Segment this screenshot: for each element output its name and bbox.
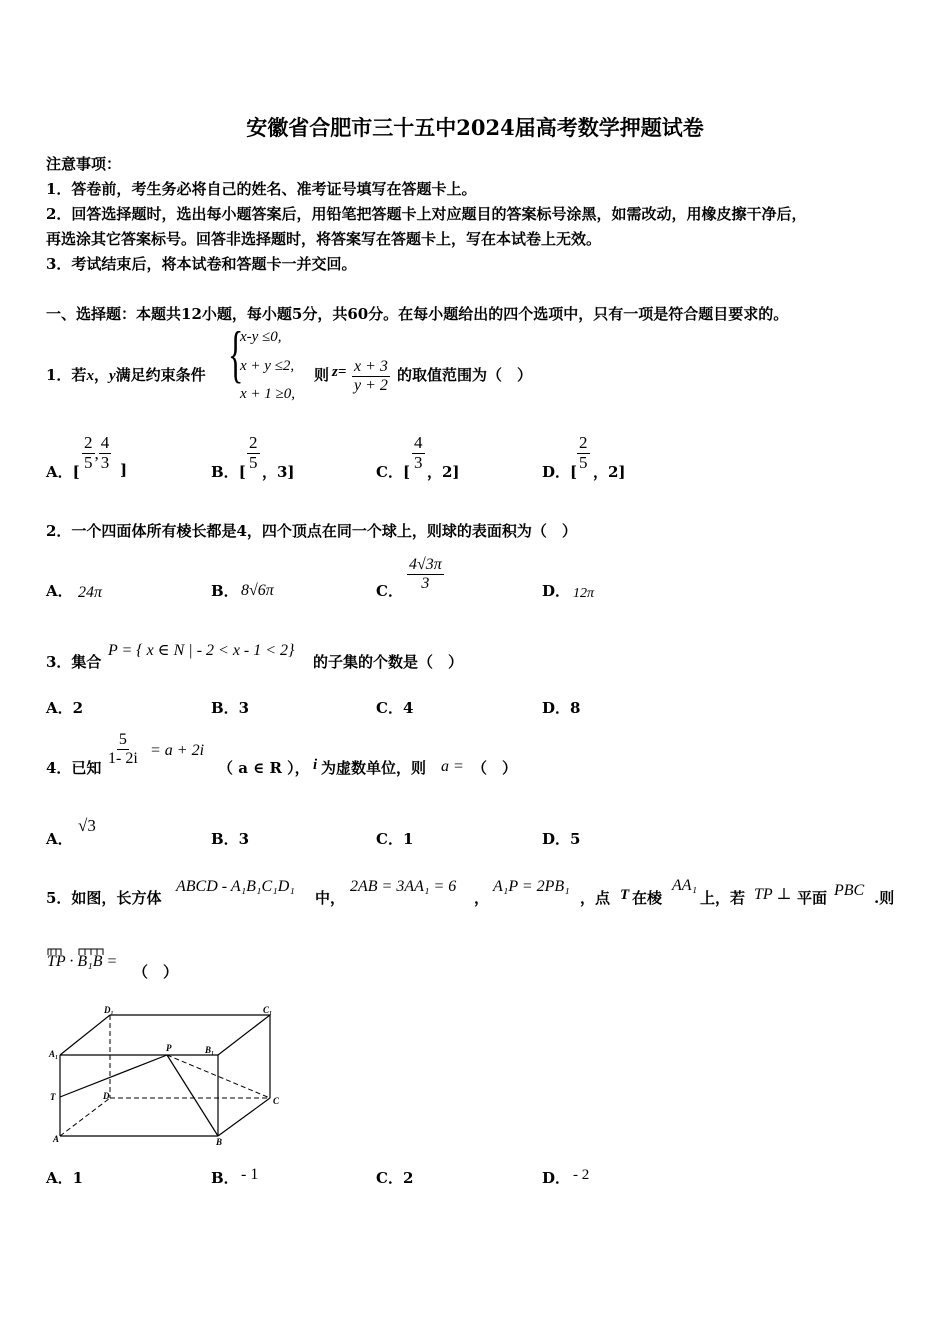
page-title: 安徽省合肥市三十五中2024届高考数学押题试卷 (246, 115, 704, 140)
q5-pbc: PBC (834, 882, 865, 899)
q1-option-d-rest: ，2] (593, 463, 626, 481)
q1-constraint-3: x + 1 ≥0, (240, 386, 296, 402)
label-b: B (216, 1137, 223, 1147)
q2-option-b[interactable]: B． (211, 582, 239, 600)
label-d1: D₁ (104, 1005, 114, 1015)
q5-mid3: 在棱 (632, 889, 663, 907)
q5-mid1: 中， (315, 889, 346, 907)
segment-t-p (60, 1055, 167, 1097)
label-d: D (103, 1091, 110, 1101)
q4-option-a-value: √3 (78, 816, 96, 835)
q4-condition: （ a ∈ R ）， (218, 759, 310, 777)
q2-option-c-value: $\frac{4√3\pi}{3}$ (409, 556, 442, 592)
edge-b1-c1 (218, 1015, 270, 1055)
label-c1: C₁ (263, 1005, 273, 1015)
edge-a-d (60, 1098, 110, 1136)
q5-mid4: 上，若 (700, 889, 746, 907)
q1-option-a-close: ] (120, 461, 128, 479)
q5-perp: TP ⊥ (754, 886, 792, 903)
q2-option-d[interactable]: D． (542, 582, 571, 600)
q5-eq1: 2AB = 3AA₁ = 6 (350, 878, 457, 895)
q4-option-d[interactable]: D．5 (542, 830, 581, 848)
q1-option-b-value: $\frac{2}{5}$ (249, 433, 258, 472)
q4-option-c[interactable]: C．1 (376, 830, 414, 848)
q2-option-d-value: 12π (573, 586, 595, 601)
q1-option-d-value: $\frac{2}{5}$ (579, 433, 588, 472)
q4-equation: = a + 2i (150, 742, 205, 759)
q2-stem: 2．一个四面体所有棱长都是4，四个顶点在同一个球上，则球的表面积为（ ） (46, 522, 577, 540)
q1-option-c-value: $\frac{4}{3}$ (414, 433, 423, 472)
q4-prefix: 4．已知 (46, 759, 102, 777)
q4-suffix: 为虚数单位，则 (321, 759, 427, 777)
q3-option-d[interactable]: D．8 (542, 699, 581, 717)
q2-option-a-value: 24π (78, 584, 103, 601)
edge-a1-d1 (60, 1015, 110, 1055)
q5-option-a[interactable]: A．1 (46, 1169, 84, 1187)
q1-option-a-value: $\frac{2}{5}$ , $\frac{4}{3}$ (84, 433, 110, 472)
edge-b-c (218, 1098, 270, 1136)
label-c: C (273, 1096, 280, 1106)
q3-option-a[interactable]: A．2 (46, 699, 84, 717)
q5-t: T (620, 887, 630, 903)
q2-option-c[interactable]: C． (376, 582, 403, 600)
q5-eq2: A₁P = 2PB₁ (493, 878, 570, 895)
q3-option-b[interactable]: B．3 (211, 699, 250, 717)
q2-option-b-value: 8√6π (241, 582, 274, 599)
q5-end: .则 (874, 889, 895, 907)
q4-fraction: $\frac{5}{1- 2i}$ (108, 731, 138, 767)
q5-option-b[interactable]: B． (211, 1169, 239, 1187)
label-b1: B₁ (205, 1045, 215, 1055)
q1-fraction: $\frac{x + 3}{y + 2}$ (354, 358, 388, 394)
label-t: T (50, 1092, 56, 1102)
q5-box: ABCD - A₁B₁C₁D₁ (176, 878, 295, 895)
q5-plane: 平面 (797, 889, 828, 907)
q3-suffix: 的子集的个数是（ ） (313, 653, 464, 671)
q1-suffix: 的取值范围为（ ） (397, 366, 533, 384)
q5-edge: AA₁ (672, 877, 698, 894)
notice-item-3: 3．考试结束后，将本试卷和答题卡一并交回。 (46, 255, 357, 273)
q1-constraint-brace: { (228, 318, 244, 389)
q5-paren: （ ） (133, 963, 179, 981)
q5-option-c[interactable]: C．2 (376, 1169, 414, 1187)
q1-constraint-2: x + y ≤2, (240, 358, 295, 374)
q1-constraint-1: x-y ≤0, (240, 329, 282, 345)
label-a: A (53, 1134, 60, 1144)
q5-comma: ， (474, 889, 490, 907)
q5-dot-product: TP · B₁B = (47, 953, 118, 970)
label-p: P (166, 1043, 172, 1053)
q1-option-a[interactable]: A．[ (46, 463, 80, 481)
q1-option-b[interactable]: B．[ (211, 463, 246, 481)
q1-then: 则 (314, 366, 330, 384)
q1-option-c-rest: ，2] (427, 463, 460, 481)
q1-option-c[interactable]: C．[ (376, 463, 411, 481)
label-a1: A₁ (49, 1049, 59, 1059)
notice-item-2a: 2．回答选择题时，选出每小题答案后，用铅笔把答题卡上对应题目的答案标号涂黑，如需改动，用橡皮擦干净后， (46, 205, 807, 223)
q1-option-b-rest: ，3] (262, 463, 295, 481)
q2-option-a[interactable]: A． (46, 582, 73, 600)
q4-a: a = (441, 758, 464, 775)
q5-mid2: ，点 (580, 889, 611, 907)
q4-end: （ ） (472, 759, 518, 777)
q5-option-d[interactable]: D． (542, 1169, 571, 1187)
cuboid-figure (40, 1005, 290, 1154)
notice-item-2b: 再选涂其它答案标号。回答非选择题时，将答案写在答题卡上，写在本试卷上无效。 (46, 230, 602, 248)
q4-option-a[interactable]: A． (46, 830, 73, 848)
q3-set: P = { x ∈ N | - 2 < x - 1 < 2} (108, 642, 295, 659)
q1-z: z= (332, 364, 347, 380)
section-heading: 一、选择题：本题共12小题，每小题5分，共60分。在每小题给出的四个选项中，只有一项是符合题目要求的。 (46, 305, 789, 323)
q4-option-b[interactable]: B．3 (211, 830, 250, 848)
notice-heading: 注意事项： (46, 155, 122, 173)
q4-i: i (313, 757, 318, 773)
notice-item-1: 1．答卷前，考生务必将自己的姓名、准考证号填写在答题卡上。 (46, 180, 477, 198)
q1-option-d[interactable]: D．[ (542, 463, 578, 481)
q5-option-d-value: - 2 (573, 1167, 590, 1183)
q1-stem: 1．若x，y满足约束条件 (46, 366, 206, 384)
vector-arrow-marks (47, 941, 127, 949)
q5-option-b-value: - 1 (241, 1166, 259, 1183)
q5-prefix: 5．如图，长方体 (46, 889, 162, 907)
segment-p-b (167, 1055, 218, 1136)
q3-prefix: 3．集合 (46, 653, 102, 671)
q3-option-c[interactable]: C．4 (376, 699, 414, 717)
